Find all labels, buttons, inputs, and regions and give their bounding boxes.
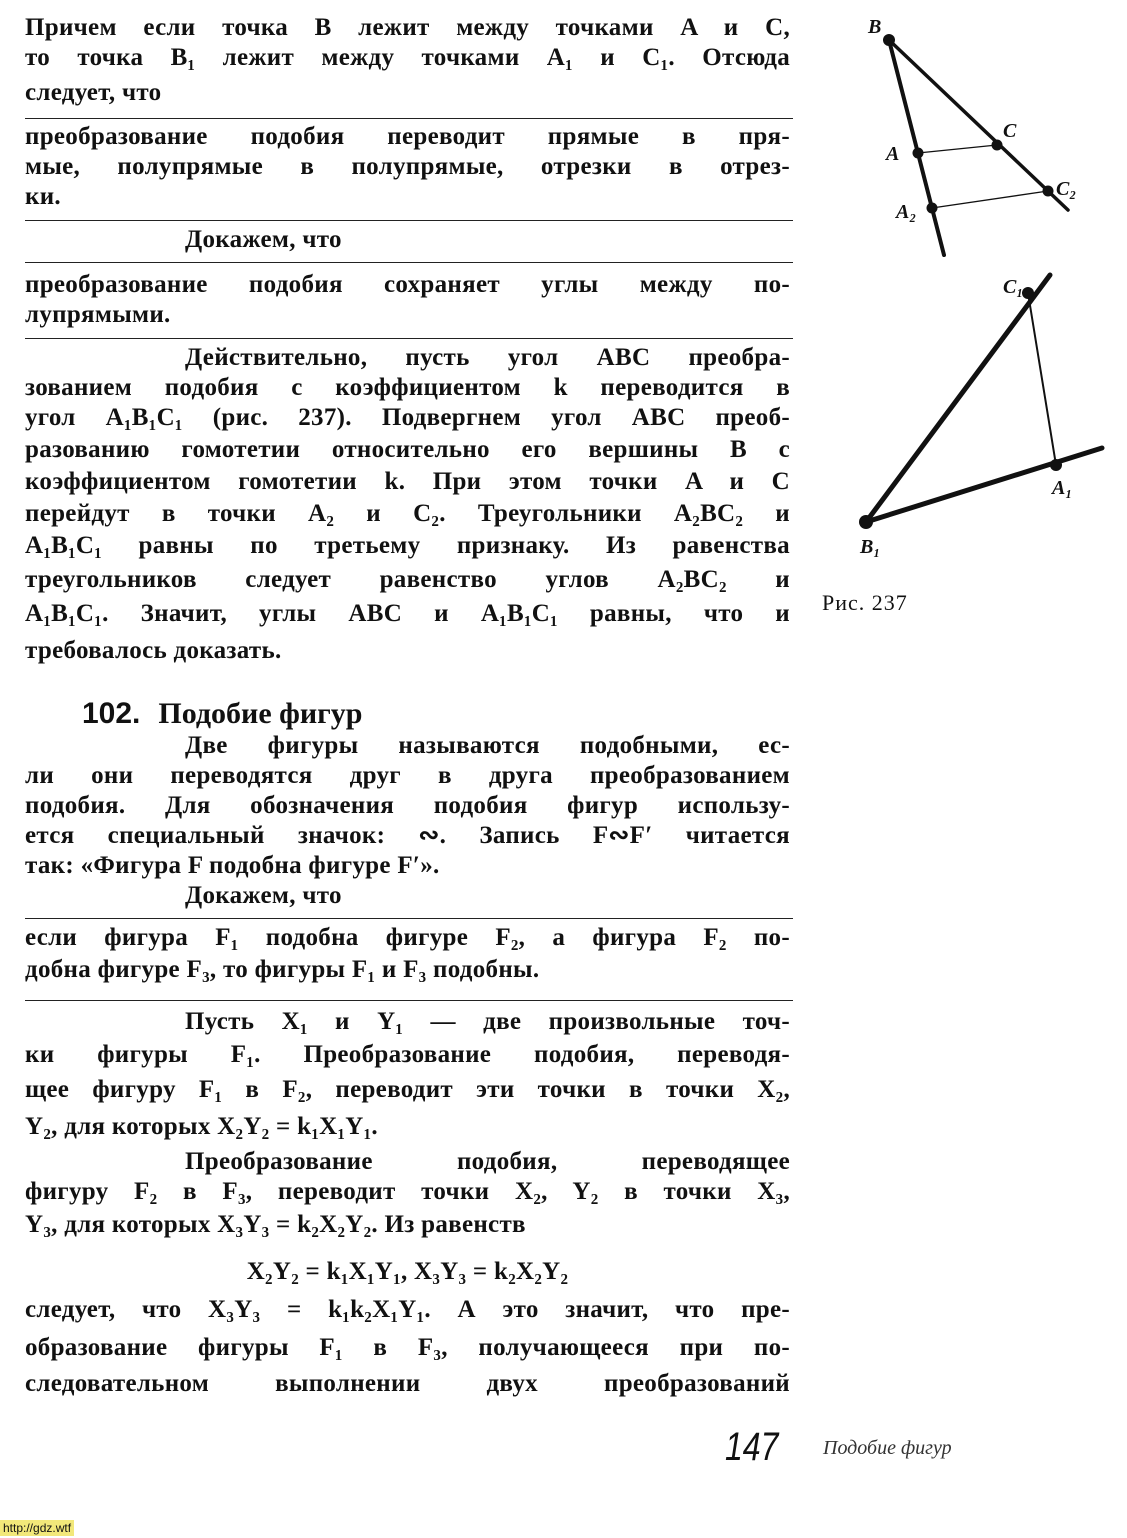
text-line: Y₂, для которых X₂Y₂ = k₁X₁Y₁. [25,1113,378,1140]
text-line: следует, что [25,79,162,106]
text-line: угол A₁B₁C₁ (рис. 237). Подвергнем угол ABC преоб- [25,404,790,431]
watermark-link[interactable]: http://gdz.wtf [0,1520,74,1536]
text-line: ки фигуры F₁. Преобразование подобия, переводя- [25,1041,790,1068]
text-line: если фигура F₁ подобна фигуре F₂, а фигура F₂ по- [25,924,790,951]
text-line: добна фигуре F₃, то фигуры F₁ и F₃ подобны. [25,956,540,983]
text-line: требовалось доказать. [25,637,282,664]
text-line: Две фигуры называются подобными, ес- [185,732,790,759]
divider [25,262,793,263]
text-line: мые, полупрямые в полупрямые, отрезки в отрез- [25,153,790,180]
divider [25,918,793,919]
text-line: Причем если точка B лежит между точками A и C, [25,14,790,41]
text-line: разованию гомотетии относительно его вершины B с [25,436,790,463]
label-B1: B₁ [860,536,881,558]
divider [25,118,793,119]
text-line: зованием подобия с коэффициентом k переводится в [25,374,790,401]
text-line: перейдут в точки A₂ и C₂. Треугольники A₂BC₂ и [25,500,790,527]
figure-237 [820,0,1127,580]
text-line: Преобразование подобия, переводящее [185,1148,790,1175]
label-C: C [1003,120,1017,142]
text-line: то точка B₁ лежит между точками A₁ и C₁. Отсюда [25,44,790,71]
text-line: Пусть X₁ и Y₁ — две произвольные точ- [185,1008,790,1035]
section-number: 102. [82,697,141,730]
point-C2 [1043,186,1054,197]
text-line: A₁B₁C₁. Значит, углы ABC и A₁B₁C₁ равны, что и [25,600,790,627]
text-line: Докажем, что [185,226,342,253]
line-BC [889,40,1068,210]
point-C [992,140,1003,151]
point-B [883,34,895,46]
point-C1 [1022,287,1034,299]
segment-A2C2 [932,191,1048,208]
text-line: Действительно, пусть угол ABC преобра- [185,344,790,371]
text-line: ется специальный значок: ∾. Запись F∾F′ читается [25,822,790,849]
text-line: следует, что X₃Y₃ = k₁k₂X₁Y₁. А это значит, что пре- [25,1296,790,1323]
text-line: лупрямыми. [25,301,171,328]
text-line: коэффициентом гомотетии k. При этом точки A и C [25,468,790,495]
section-title: Подобие фигур [158,697,363,730]
point-A1 [1050,459,1062,471]
point-B1 [859,515,873,529]
text-line: преобразование подобия переводит прямые в пря- [25,123,790,150]
label-C2: C₂ [1056,178,1077,200]
text-line: следовательном выполнении двух преобразований [25,1370,790,1397]
point-A [913,148,924,159]
point-A2 [927,203,938,214]
text-line: щее фигуру F₁ в F₂, переводит эти точки в точки X₂, [25,1076,790,1103]
label-B: B [868,16,882,38]
text-line: преобразование подобия сохраняет углы между по- [25,271,790,298]
text-line: A₁B₁C₁ равны по третьему признаку. Из равенства [25,532,790,559]
label-A1: A₁ [1052,477,1073,499]
page-number: 147 [725,1425,779,1469]
divider [25,220,793,221]
text-line: ли они переводятся друг в друга преобразованием [25,762,790,789]
label-A: A [886,143,900,165]
text-line: подобия. Для обозначения подобия фигур использу- [25,792,790,819]
segment-C1A1 [1028,293,1056,465]
segment-AC [918,145,997,153]
text-line: Y₃, для которых X₃Y₃ = k₂X₂Y₂. Из равенств [25,1211,526,1238]
text-line: ки. [25,183,61,210]
label-C1: C₁ [1003,276,1024,298]
text-line: так: «Фигура F подобна фигуре F′». [25,852,440,879]
divider [25,338,793,339]
text-line: фигуру F₂ в F₃, переводит точки X₂, Y₂ в точки X₃, [25,1178,790,1205]
text-line: Докажем, что [185,882,342,909]
divider [25,1000,793,1001]
figure-caption: Рис. 237 [822,590,908,615]
text-line: образование фигуры F₁ в F₃, получающееся при по- [25,1334,790,1361]
text-line: X₂Y₂ = k₁X₁Y₁, X₃Y₃ = k₂X₂Y₂ [246,1258,569,1285]
text-line: треугольников следует равенство углов A₂BC₂ и [25,566,790,593]
running-head: Подобие фигур [823,1437,952,1459]
label-A2: A₂ [896,201,917,223]
section-heading [82,697,363,731]
ray-B1C1 [866,275,1050,522]
